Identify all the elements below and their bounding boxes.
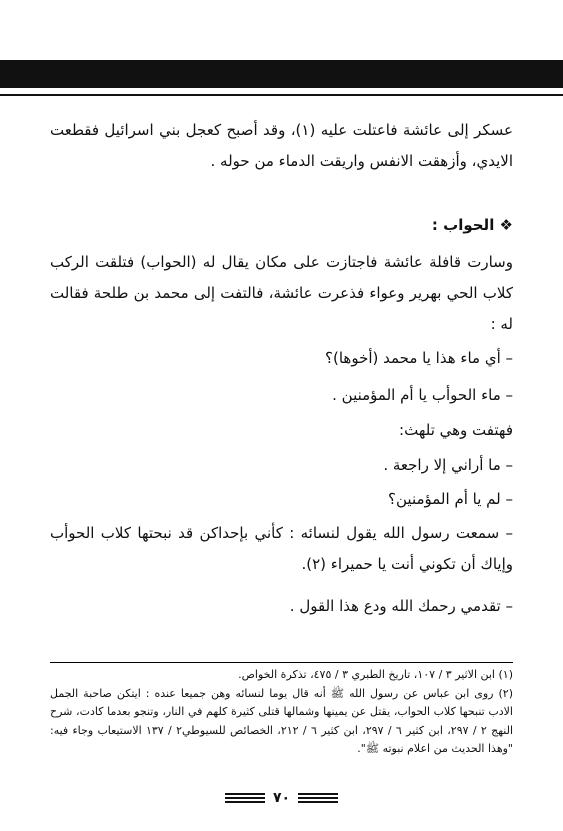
footnote-1: (١) ابن الاثير ٣ / ١٠٧، تاريخ الطبري ٣ / ٤٧٥، تذكرة الخواص. xyxy=(238,668,513,681)
dialogue-line-4: – ما أراني إلا راجعة . xyxy=(383,456,513,474)
dialogue-line-6: – تقدمي رحمك الله ودع هذا القول . xyxy=(289,597,513,615)
header-rule xyxy=(0,94,563,96)
footnote-2: (٢) روى ابن عباس عن رسول الله ﷺ أنه قال يوما لنسائه وهن جميعا عنده : ايتكن صاحبة الجمل الادب تنبحها كلاب الحواب، يقتل عن يمينها وشمالها قتلى كثيرة كلهم في النار، وتنجو بعدما كادت، شرح النهج ٢ / ٢٩٧، ابن كثير ٦ / ٢٩٧، ابن كثير ٦ / ٢١٢، الخصائص للسيوطي٢ / ١٣٧ الاستيعاب وجاء فيه: "وهذا الحديث من اعلام نبوته ﷺ". xyxy=(50,686,514,755)
footnotes xyxy=(50,666,513,759)
paragraph-1: عسكر إلى عائشة فاعتلت عليه (١)، وقد أصبح كعجل بني اسرائيل فقطعت الايدي، وأزهقت الانفس واريقت الدماء من حوله . xyxy=(50,121,513,170)
page-number-ornament-right xyxy=(298,793,338,803)
dialogue-line-1: – أي ماء هذا يا محمد (أخوها)؟ xyxy=(325,349,513,367)
dialogue-line-2: – ماء الحوأب يا أم المؤمنين . xyxy=(332,386,513,404)
page-number-ornament-left xyxy=(225,793,265,803)
footnote-rule xyxy=(50,662,513,663)
header-bar xyxy=(0,60,563,88)
page-number: ٧٠ xyxy=(272,790,291,806)
page-number-block xyxy=(0,790,563,806)
paragraph-2: وسارت قافلة عائشة فاجتازت على مكان يقال له (الحواب) فتلقت الركب كلاب الحي بهرير وعواء فذعرت عائشة، فالتفت إلى محمد بن طلحة فقالت له : xyxy=(50,253,513,333)
paragraph-3: – سمعت رسول الله يقول لنسائه : كأني بإحداكن قد نبحتها كلاب الحوأب وإياك أن تكوني أنت يا حميراء (٢). xyxy=(50,524,513,573)
section-heading: ❖ الحواب : xyxy=(431,216,513,234)
dialogue-line-5: – لم يا أم المؤمنين؟ xyxy=(388,490,513,508)
dialogue-line-3: فهتفت وهي تلهث: xyxy=(399,421,513,439)
